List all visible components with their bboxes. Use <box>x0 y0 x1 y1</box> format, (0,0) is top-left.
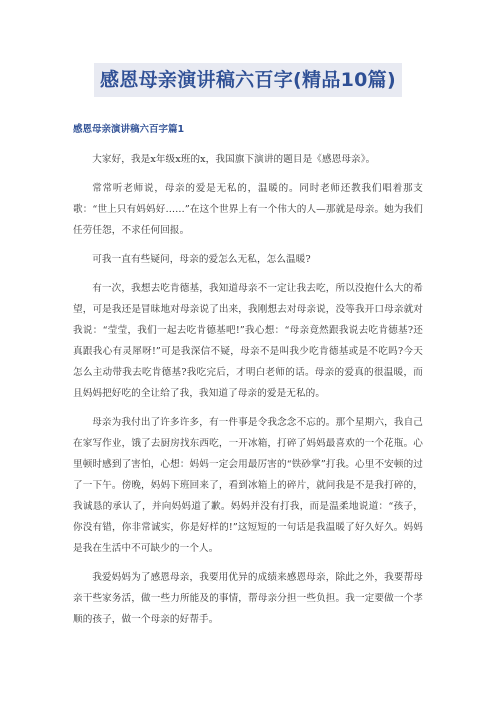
document-title: 感恩母亲演讲稿六百字(精品10篇) <box>94 63 402 97</box>
paragraph-4: 有一次，我想去吃肯德基，我知道母亲不一定让我去吃，所以没抱什么大的希望，可是我还是冒昧地对母亲说了出来，我刚想去对母亲说，没等我开口母亲就对我说：“莹莹，我们一起去吃肯德基吧!”我心想：“母亲竟然跟我说去吃肯德基?还真跟我心有灵犀呀!”可是我深信不疑，母亲不是叫我少吃肯德基或是不吃吗?今天怎么主动带我去吃肯德基?我吃完后，才明白老师的话。母亲的爱真的很温暖，而且妈妈把好吃的全让给了我，我知道了母亲的爱是无私的。 <box>73 283 423 399</box>
title-container <box>73 0 423 111</box>
section-title: 感恩母亲演讲稿六百字篇1 <box>73 124 185 135</box>
paragraph-5: 母亲为我付出了许多许多，有一件事是令我念念不忘的。那个星期六，我自己在家写作业，饿了去厨房找东西吃，一开冰箱，打碎了妈妈最喜欢的一个花瓶。心里顿时感到了害怕，心想：妈妈一定会用最厉害的“铁砂掌”打我。心里不安顿的过了一下午。傍晚，妈妈下班回来了，看到冰箱上的碎片，就问我是不是我打碎的，我诚恳的承认了，并向妈妈道了歉。妈妈并没有打我，而是温柔地说道：“孩子，你没有错，你非常诚实，你是好样的!”这短短的一句话是我温暖了好久好久。妈妈是我在生活中不可缺少的一个人。 <box>73 417 423 554</box>
paragraph-6: 我爱妈妈为了感恩母亲，我要用优异的成绩来感恩母亲，除此之外，我要帮母亲干些家务活，做一些力所能及的事情，帮母亲分担一些负担。我一定要做一个孝顺的孩子，做一个母亲的好帮手。 <box>73 572 423 625</box>
paragraph-3: 可我一直有些疑问，母亲的爱怎么无私，怎么温暖? <box>92 254 311 265</box>
paragraph-2: 常常听老师说，母亲的爱是无私的，温暖的。同时老师还教我们唱着那支歌：“世上只有妈妈好……”在这个世界上有一个伟大的人—那就是母亲。她为我们任劳任怨，不求任何回报。 <box>73 183 423 236</box>
paragraph-1: 大家好，我是x年级x班的x，我国旗下演讲的题目是《感恩母亲》。 <box>92 154 376 165</box>
